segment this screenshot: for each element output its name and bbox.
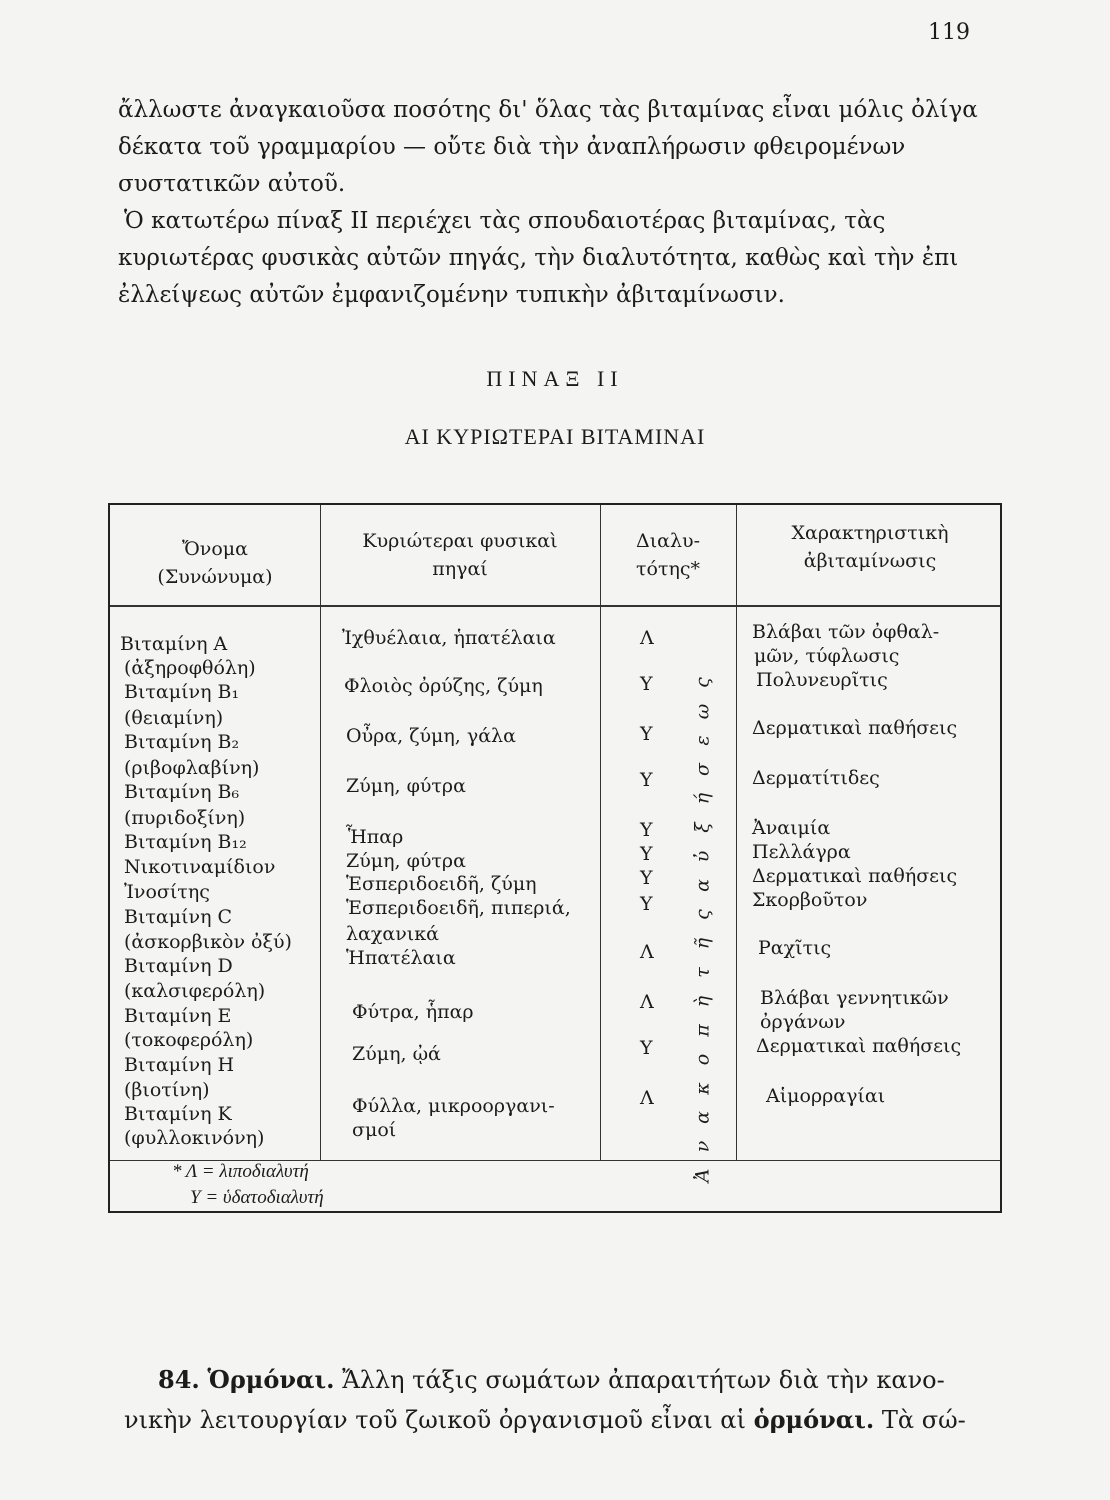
source-cell: λαχανικά	[346, 923, 439, 945]
solubility-cell: Λ	[640, 1087, 654, 1109]
deficiency-cell: Βλάβαι τῶν ὀφθαλ-	[752, 621, 940, 643]
intro-paragraph	[118, 92, 978, 314]
section-keyword: ὁρμόναι.	[753, 1405, 875, 1434]
page-number: 119	[928, 20, 970, 45]
solubility-cell: Υ	[640, 723, 653, 745]
vertical-annotation-letter: Ἀ	[691, 1168, 714, 1183]
deficiency-cell: Πελλάγρα	[752, 841, 851, 863]
deficiency-cell: μῶν, τύφλωσις	[754, 645, 900, 667]
vertical-annotation-letter: ή	[691, 792, 714, 805]
deficiency-cell: Σκορβοῦτον	[752, 889, 868, 911]
deficiency-cell: Βλάβαι γεννητικῶν	[760, 987, 949, 1009]
source-cell: Ἑσπεριδοειδῆ, πιπεριά,	[346, 897, 571, 919]
vertical-annotation-letter: ξ	[691, 822, 714, 833]
intro-line: ἐλλείψεως αὐτῶν ἐμφανιζομένην τυπικὴν ἀβιταμίνωσιν.	[118, 282, 785, 308]
table-subtitle: ΑΙ ΚΥΡΙΩΤΕΡΑΙ ΒΙΤΑΜΙΝΑΙ	[404, 424, 706, 449]
solubility-cell: Υ	[640, 673, 653, 695]
section-title: Ὁρμόναι.	[207, 1365, 335, 1394]
header-deficiency-line: ἀβιταμίνωσις	[803, 550, 937, 572]
source-cell: σμοί	[352, 1119, 397, 1141]
header-deficiency-line: Χαρακτηριστικὴ	[791, 522, 949, 544]
column-divider	[736, 505, 737, 1160]
source-cell: Ἡπατέλαια	[346, 947, 456, 969]
deficiency-cell: Ἀναιμία	[752, 817, 831, 839]
solubility-cell: Λ	[640, 941, 654, 963]
vertical-annotation-letter: ο	[691, 1053, 714, 1066]
column-divider	[600, 505, 601, 1160]
name-cell: (φυλλοκινόνη)	[124, 1127, 265, 1149]
intro-line: κυριωτέρας φυσικὰς αὐτῶν πηγάς, τὴν διαλυτότητα, καθὼς καὶ τὴν ἐπι	[118, 245, 959, 271]
source-cell: Ζύμη, φύτρα	[346, 850, 466, 872]
name-cell: (βιοτίνη)	[124, 1079, 210, 1101]
name-cell: Βιταμίνη D	[124, 955, 233, 977]
name-cell: (πυριδοξίνη)	[124, 807, 246, 829]
vertical-annotation-letter: ὴ	[691, 995, 714, 1008]
deficiency-cell: Δερματικαὶ παθήσεις	[752, 865, 958, 887]
name-cell: Βιταμίνη B₆	[124, 781, 240, 803]
name-cell: Βιταμίνη B₁	[124, 681, 240, 703]
deficiency-cell: ὀργάνων	[760, 1011, 846, 1033]
header-sources-line: Κυριώτεραι φυσικαὶ	[362, 530, 558, 552]
vertical-annotation-letter: ω	[691, 703, 714, 720]
vertical-annotation-letter: τ	[691, 967, 714, 978]
name-cell: (καλσιφερόλη)	[124, 980, 266, 1002]
table-title: ΠΙΝΑΞ ΙΙ	[486, 366, 624, 391]
vertical-annotation-letter: ὐ	[691, 850, 714, 863]
source-cell: Φύτρα, ἧπαρ	[352, 1001, 474, 1023]
section-number: 84.	[158, 1365, 200, 1394]
vertical-annotation-letter: ῆ	[691, 937, 714, 950]
source-cell: Φλοιὸς ὀρύζης, ζύμη	[344, 675, 543, 697]
vertical-annotation-letter: κ	[691, 1082, 714, 1095]
footnote-lipid: * Λ = λιποδιαλυτή	[172, 1161, 309, 1182]
header-name	[110, 535, 320, 591]
name-cell: (ἀσκορβικὸν ὀξύ)	[124, 931, 292, 953]
name-cell: Ἰνοσίτης	[124, 881, 210, 903]
vertical-annotation-letter: σ	[691, 763, 714, 776]
name-cell: (ἀξηροφθόλη)	[124, 657, 256, 679]
name-cell: Βιταμίνη Ε	[124, 1005, 232, 1027]
deficiency-cell: Δερματικαὶ παθήσεις	[752, 717, 958, 739]
header-divider	[110, 605, 1000, 607]
section-84	[124, 1360, 1008, 1440]
vertical-annotation-letter: ς	[691, 909, 714, 920]
name-cell: Βιταμίνη C	[124, 906, 233, 928]
solubility-cell: Υ	[640, 867, 653, 889]
solubility-cell: Λ	[640, 627, 654, 649]
solubility-cell: Υ	[640, 1037, 653, 1059]
deficiency-cell: Δερματικαὶ παθήσεις	[756, 1035, 962, 1057]
header-solubility-line: τότης*	[636, 558, 700, 580]
name-cell: (τοκοφερόλη)	[124, 1029, 254, 1051]
intro-line: Ὁ κατωτέρω πίναξ ΙΙ περιέχει τὰς σπουδαιοτέρας βιταμίνας, τὰς	[124, 208, 886, 234]
name-cell: (θειαμίνη)	[124, 707, 224, 729]
section-text: νικὴν λειτουργίαν τοῦ ζωικοῦ ὀργανισμοῦ εἶναι αἱ	[124, 1406, 746, 1434]
solubility-cell: Υ	[640, 843, 653, 865]
name-cell: Βιταμίνη Α	[120, 633, 228, 655]
header-name-line: Ὄνομα	[182, 538, 248, 560]
footnote-water: Υ = ὑδατοδιαλυτή	[190, 1187, 324, 1208]
intro-line: ἄλλωστε ἀναγκαιοῦσα ποσότης δι' ὅλας τὰς βιταμίνας εἶναι μόλις ὀλίγα	[118, 97, 978, 123]
name-cell: (ριβοφλαβίνη)	[124, 757, 260, 779]
source-cell: Οὖρα, ζύμη, γάλα	[346, 725, 516, 747]
deficiency-cell: Ραχῖτις	[758, 937, 832, 959]
name-cell: Βιταμίνη B₁₂	[124, 831, 247, 853]
solubility-cell: Υ	[640, 819, 653, 841]
name-cell: Νικοτιναμίδιον	[124, 856, 276, 878]
header-deficiency	[736, 519, 1004, 575]
header-sources-line: πηγαί	[432, 558, 488, 580]
vertical-annotation	[688, 668, 718, 1190]
source-cell: Ζύμη, ᾠά	[352, 1043, 441, 1065]
source-cell: Ἑσπεριδοειδῆ, ζύμη	[346, 873, 537, 895]
vertical-annotation-letter: ε	[691, 735, 714, 746]
header-solubility	[600, 527, 736, 583]
source-cell: Ζύμη, φύτρα	[346, 775, 466, 797]
name-cell: Βιταμίνη Κ	[124, 1103, 232, 1125]
deficiency-cell: Αἱμορραγίαι	[766, 1085, 886, 1107]
column-divider	[320, 505, 321, 1160]
section-text: Ἄλλη τάξις σωμάτων ἀπαραιτήτων διὰ τὴν κανο-	[342, 1366, 945, 1394]
vertical-annotation-letter: α	[691, 879, 714, 892]
solubility-cell: Υ	[640, 769, 653, 791]
intro-line: δέκατα τοῦ γραμμαρίου — οὔτε διὰ τὴν ἀναπλήρωσιν φθειρομένων	[118, 134, 906, 160]
header-solubility-line: Διαλυ-	[635, 530, 700, 552]
solubility-cell: Λ	[640, 991, 654, 1013]
vertical-annotation-letter: π	[691, 1024, 714, 1037]
source-cell: Ἧπαρ	[346, 826, 404, 848]
solubility-cell: Υ	[640, 893, 653, 915]
section-text: Τὰ σώ-	[881, 1406, 966, 1434]
header-sources	[320, 527, 600, 583]
deficiency-cell: Δερματίτιδες	[752, 767, 880, 789]
intro-line: συστατικῶν αὐτοῦ.	[118, 171, 346, 197]
vertical-annotation-letter: ς	[691, 677, 714, 688]
vertical-annotation-letter: ν	[691, 1140, 714, 1153]
header-name-line: (Συνώνυμα)	[157, 566, 273, 588]
vertical-annotation-letter: α	[691, 1111, 714, 1124]
name-cell: Βιταμίνη B₂	[124, 731, 240, 753]
deficiency-cell: Πολυνευρῖτις	[756, 669, 888, 691]
name-cell: Βιταμίνη Η	[124, 1054, 235, 1076]
source-cell: Φύλλα, μικροοργανι-	[352, 1095, 555, 1117]
source-cell: Ἰχθυέλαια, ἡπατέλαια	[342, 627, 556, 649]
